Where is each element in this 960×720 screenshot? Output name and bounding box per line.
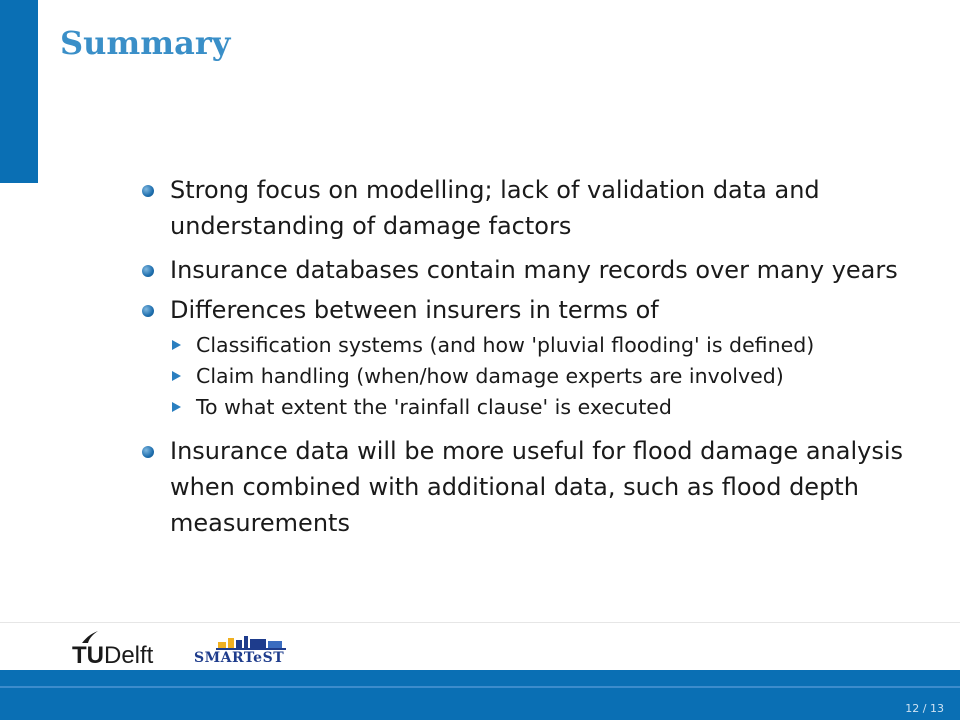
bullet-item	[140, 172, 920, 244]
footer-divider	[0, 622, 960, 623]
arrow-bullet-icon	[172, 402, 181, 412]
tudelft-logo	[72, 630, 153, 670]
sub-item-text: To what extent the 'rainfall clause' is executed	[196, 395, 672, 419]
slide-title: Summary	[60, 24, 231, 62]
smartest-text: SMARTeST	[194, 650, 285, 666]
sub-item-text: Classification systems (and how 'pluvial flooding' is defined)	[196, 333, 815, 357]
sub-item-text: Claim handling (when/how damage experts are involved)	[196, 364, 784, 388]
bullet-item	[140, 433, 920, 541]
bottom-stripe	[0, 686, 960, 688]
bullet-icon	[142, 305, 154, 317]
skyline-icon	[208, 632, 298, 650]
smartest-logo	[194, 632, 304, 670]
left-accent-bar	[0, 0, 38, 183]
sub-item	[140, 392, 920, 423]
sub-item	[140, 330, 920, 361]
sub-list	[140, 330, 920, 423]
bullet-item	[140, 292, 920, 328]
bullet-text: Differences between insurers in terms of	[170, 296, 659, 324]
bullet-icon	[142, 446, 154, 458]
bullet-item	[140, 252, 920, 288]
sub-item	[140, 361, 920, 392]
bullet-icon	[142, 185, 154, 197]
flame-icon	[80, 630, 100, 644]
arrow-bullet-icon	[172, 340, 181, 350]
bullet-text: Insurance data will be more useful for flood damage analysis when combined with additional data, such as flood depth measurements	[170, 437, 903, 537]
bottom-bar	[0, 670, 960, 720]
bullet-text: Insurance databases contain many records over many years	[170, 256, 898, 284]
tu-text: TU	[72, 642, 104, 669]
delft-text: Delft	[104, 642, 154, 669]
bullet-icon	[142, 265, 154, 277]
arrow-bullet-icon	[172, 371, 181, 381]
page-number: 12 / 13	[905, 702, 944, 715]
bullet-text: Strong focus on modelling; lack of validation data and understanding of damage factors	[170, 176, 820, 240]
slide-content	[140, 172, 920, 541]
